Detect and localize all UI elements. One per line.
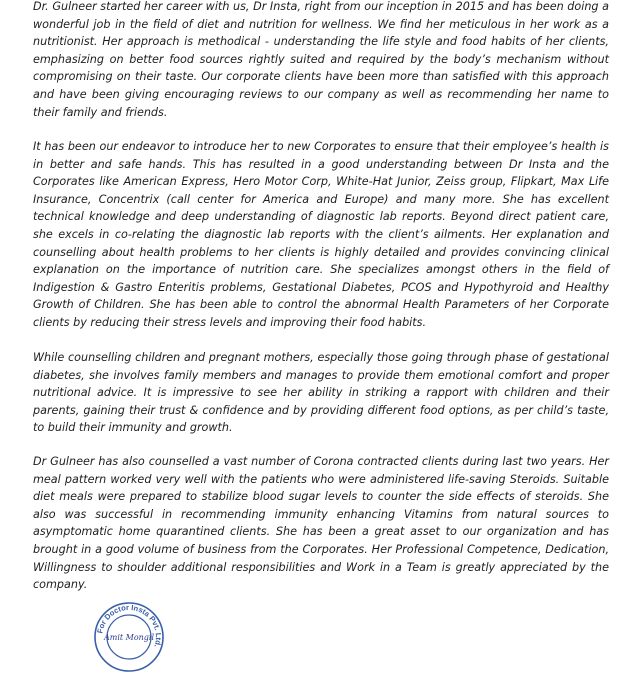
company-stamp bbox=[92, 600, 166, 674]
letter-paragraph-2: It has been our endeavor to introduce her to new Corporates to ensure that their employee’s health is in better and safe hands. This has resulted in a good understanding between Dr Insta and the Corporates like American Express, Hero Motor Corp, White-Hat Junior, Zeiss group, Flipkart, Max Life Insurance, Concentrix (call center for America and Europe) and many more. She has excellent technical knowledge and deep understanding of diagnostic lab reports. Beyond direct patient care, she excels in co-relating the diagnostic lab reports with the client’s ailments. Her explanation and counselling about health problems to her clients is highly detailed and provides convincing clinical explanation on the importance of nutrition care. She specializes amongst others in the field of Indigestion & Gastro Enteritis problems, Gestational Diabetes, PCOS and Hypothyroid and Healthy Growth of Children. She has been able to control the abnormal Health Parameters of her Corporate clients by reducing their stress levels and improving their food habits. bbox=[33, 140, 609, 329]
stamp-signature: Amit Mongil bbox=[103, 633, 155, 642]
stamp-ring-text: For Doctor Insta Pvt. Ltd. bbox=[95, 602, 164, 649]
letter-paragraph-1: Dr. Gulneer started her career with us, Dr Insta, right from our inception in 2015 and has been doing a wonderful job in the field of diet and nutrition for wellness. We find her meticulous in her work as a nutritionist. Her approach is methodical - understanding the life style and food habits of her clients, emphasizing on better food sources rightly suited and required by the body’s mechanism without compromising on their taste. Our corporate clients have been more than satisfied with this approach and have been giving encouraging reviews to our company as well as recommending her name to their family and friends. bbox=[33, 0, 609, 119]
letter-paragraph-4: Dr Gulneer has also counselled a vast number of Corona contracted clients during last two years. Her meal pattern worked very well with the patients who were administered life-saving Steroids. Suitable diet meals were prepared to stabilize blood sugar levels to counter the side effects of steroids. She also was successful in recommending immunity enhancing Vitamins from natural sources to asymptomatic home quarantined clients. She has been a great asset to our organization and has brought in a good volume of business from the Corporates. Her Professional Competence, Dedication, Willingness to shoulder additional responsibilities and Work in a Team is greatly appreciated by the company. bbox=[33, 455, 609, 592]
letter-paragraph-3: While counselling children and pregnant mothers, especially those going through phase of gestational diabetes, she involves family members and manages to provide them emotional comfort and proper nutritional advice. It is impressive to see her ability in striking a rapport with children and their parents, gaining their trust & confidence and by providing different food options, as per child’s taste, to build their immunity and growth. bbox=[33, 351, 609, 435]
